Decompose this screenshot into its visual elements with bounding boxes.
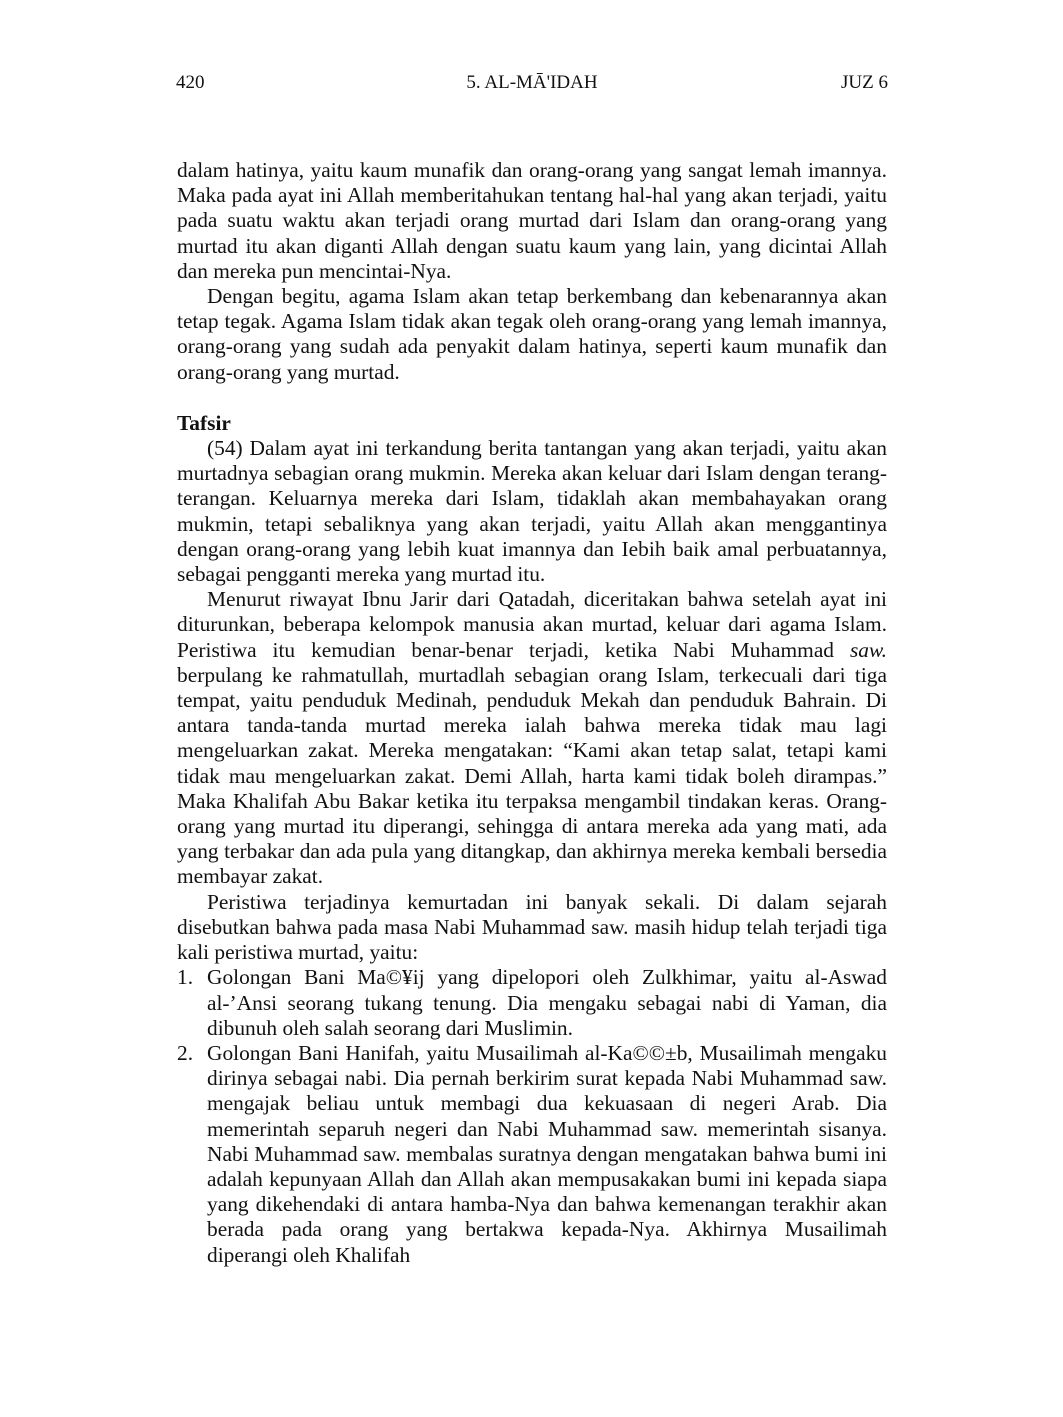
page-number: 420: [176, 72, 205, 93]
list-item-text: Golongan Bani Hanifah, yaitu Musailimah al-Ka©©±b, Musailimah mengaku dirinya sebagai nabi. Dia pernah berkirim surat kepada Nabi Muhammad saw. mengajak beliau untuk membagi dua kekuasaan di negeri Arab. Dia memerintah separuh negeri dan Nabi Muhammad saw. memerintah sisanya. Nabi Muhammad saw. membalas suratnya dengan mengatakan bahwa bumi ini adalah kepunyaan Allah dan Allah akan mempusakakan bumi ini kepada siapa yang dikehendaki di antara hamba-Nya dan bahwa kemenangan terakhir akan berada pada orang yang bertakwa kepada-Nya. Akhirnya Musailimah diperangi oleh Khalifah: [207, 1040, 887, 1267]
juz-label: JUZ 6: [841, 72, 888, 93]
list-item-number: 1.: [177, 965, 194, 990]
tafsir-paragraph-2: [177, 587, 887, 889]
tafsir-paragraph-2-italic: saw.: [849, 637, 887, 662]
list-item: [177, 1041, 887, 1268]
list-item-text: Golongan Bani Ma©¥ij yang dipelopori oleh Zulkhimar, yaitu al-Aswad al-’Ansi seorang tukang tenung. Dia mengaku sebagai nabi di Yaman, dia dibunuh oleh salah seorang dari Muslimin.: [207, 965, 887, 1040]
tafsir-paragraph-3: Peristiwa terjadinya kemurtadan ini banyak sekali. Di dalam sejarah disebutkan bahwa pada masa Nabi Muhammad saw. masih hidup telah terjadi tiga kali peristiwa murtad, yaitu:: [177, 889, 887, 965]
page-header: [176, 72, 888, 102]
list-item: [177, 965, 887, 1041]
section-heading-tafsir: Tafsir: [177, 410, 231, 435]
tafsir-paragraph-2-rest: berpulang ke rahmatullah, murtadlah sebagian orang Islam, terkecuali dari tiga tempat, yaitu penduduk Medinah, penduduk Mekah dan penduduk Bahrain. Di antara tanda-tanda murtad mereka ialah bahwa mereka tidak mau lagi mengeluarkan zakat. Mereka mengatakan: “Kami akan tetap salat, tetapi kami tidak mau mengeluarkan zakat. Demi Allah, harta kami tidak boleh dirampas.” Maka Khalifah Abu Bakar ketika itu terpaksa mengambil tindakan keras. Orang-orang yang murtad itu diperangi, sehingga di antara mereka ada yang mati, ada yang terbakar dan ada pula yang ditangkap, dan akhirnya mereka kembali bersedia membayar zakat.: [177, 662, 887, 889]
intro-paragraph-1: dalam hatinya, yaitu kaum munafik dan orang-orang yang sangat lemah imannya. Maka pada ayat ini Allah memberitahukan tentang hal-hal yang akan terjadi, yaitu pada suatu waktu akan terjadi orang murtad dari Islam dan orang-orang yang murtad itu akan diganti Allah dengan suatu kaum yang lain, yang dicintai Allah dan mereka pun mencintai-Nya.: [177, 158, 887, 283]
apostasy-list: [177, 965, 887, 1267]
intro-paragraph-2: Dengan begitu, agama Islam akan tetap berkembang dan kebenarannya akan tetap tegak. Agama Islam tidak akan tegak oleh orang-orang yang lemah imannya, orang-orang yang sudah ada penyakit dalam hatinya, seperti kaum munafik dan orang-orang yang murtad.: [177, 284, 887, 384]
chapter-title: 5. AL-MĀ'IDAH: [466, 72, 598, 93]
list-item-number: 2.: [177, 1040, 194, 1065]
page-body: [177, 158, 887, 1268]
tafsir-paragraph-2-start: Menurut riwayat Ibnu Jarir dari Qatadah, diceritakan bahwa setelah ayat ini diturunkan, beberapa kelompok manusia akan murtad, keluar dari agama Islam. Peristiwa itu kemudian benar-benar terjadi, ketika Nabi Muhammad: [177, 587, 887, 662]
tafsir-paragraph-1: (54) Dalam ayat ini terkandung berita tantangan yang akan terjadi, yaitu akan murtadnya sebagian orang mukmin. Mereka akan keluar dari Islam dengan terang-terangan. Keluarnya mereka dari Islam, tidaklah akan membahayakan orang mukmin, tetapi sebaliknya yang akan terjadi, yaitu Allah akan menggantinya dengan orang-orang yang lebih kuat imannya dan Iebih baik amal perbuatannya, sebagai pengganti mereka yang murtad itu.: [177, 436, 887, 587]
